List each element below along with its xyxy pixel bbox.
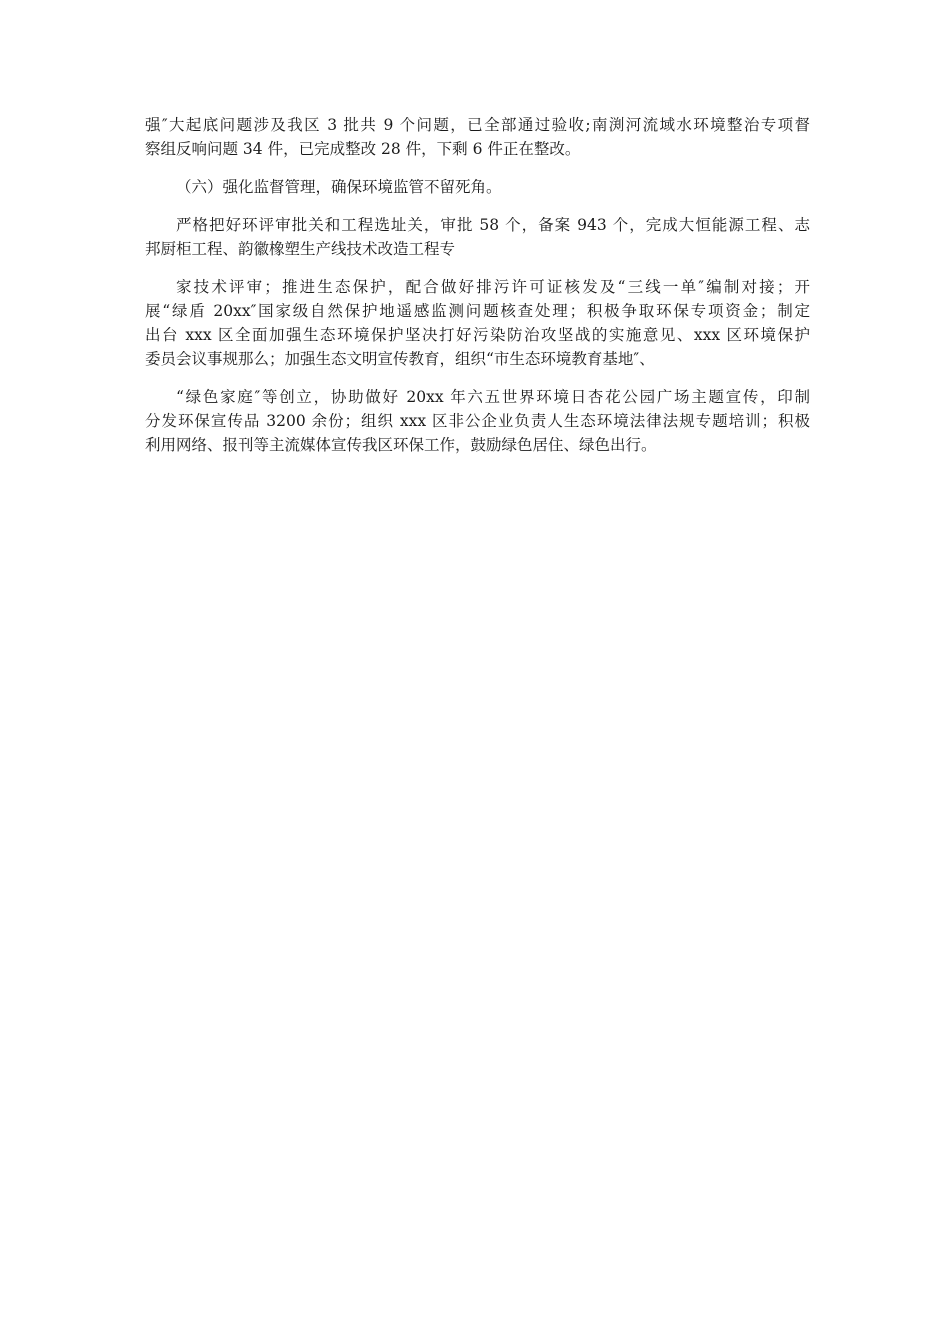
section-heading: （六）强化监督管理，确保环境监管不留死角。 bbox=[176, 178, 502, 196]
paragraph-ecological-protection bbox=[145, 275, 810, 371]
text-line: 委员会议事规那么；加强生态文明宣传教育，组织“市生态环境教育基地″、 bbox=[145, 350, 655, 368]
text-line: 家技术评审；推进生态保护，配合做好排污许可证核发及“三线一单″编制对接；开 bbox=[176, 278, 810, 296]
text-line: “绿色家庭″等创立，协助做好 20xx 年六五世界环境日杏花公园广场主题宣传，印制 bbox=[176, 388, 810, 406]
text-line: 强″大起底问题涉及我区 3 批共 9 个问题，已全部通过验收;南渕河流域水环境整治专项督 bbox=[145, 116, 810, 134]
document-body bbox=[145, 113, 810, 457]
text-line: 邦厨柜工程、韵徽橡塑生产线技术改造工程专 bbox=[145, 240, 456, 258]
text-line: 严格把好环评审批关和工程选址关，审批 58 个，备案 943 个，完成大恒能源工程、志 bbox=[176, 216, 810, 234]
text-line: 利用网络、报刊等主流媒体宣传我区环保工作，鼓励绿色居住、绿色出行。 bbox=[145, 436, 657, 454]
text-line: 展“绿盾 20xx″国家级自然保护地遥感监测问题核查处理；积极争取环保专项资金；制定 bbox=[145, 302, 810, 320]
paragraph-inspection-results bbox=[145, 113, 810, 161]
text-line: 察组反响问题 34 件，已完成整改 28 件，下剩 6 件正在整改。 bbox=[145, 140, 581, 158]
text-line: 出台 xxx 区全面加强生态环境保护坚决打好污染防治攻坚战的实施意见、xxx 区环境保护 bbox=[145, 326, 810, 344]
paragraph-green-publicity bbox=[145, 385, 810, 457]
text-line: 分发环保宣传品 3200 余份；组织 xxx 区非公企业负责人生态环境法律法规专题培训；积极 bbox=[145, 412, 810, 430]
section-heading-supervision bbox=[145, 175, 810, 199]
paragraph-eia-approval bbox=[145, 213, 810, 261]
